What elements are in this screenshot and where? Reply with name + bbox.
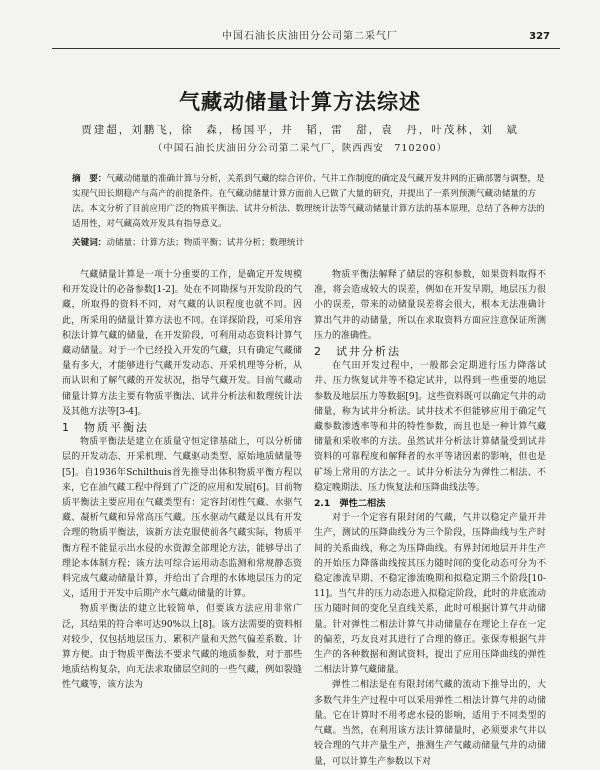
intro-paragraph: 气藏储量计算是一项十分重要的工作，是确定开发规模和开发设计的必备参数[1-2]。处在不同勘探与开发阶段的气藏，所取得的资料不同，对气藏的认识程度也就不同。因此，所采用的储量计算方法也不同。在详探阶段，可采用容积法计算气藏的储量，在开发阶段，可利用动态资料计算气藏动储量。对于一个已经投入开发的气藏，只有确定气藏储量有多大，才能够进行气藏开发动态、开采机理等分析，从而认识和了解气藏的开发状况，指导气藏开发。目前气藏动储量计算方法主要有物质平衡法、试井分析法和数理统计法及其他方法等[3-4]。 [62,270,302,417]
abstract-text: 气藏动储量的准确计算与分析，关系到气藏的综合评价、气井工作制度的确定及气藏开发井网的正确部署与调整，是实现气田长期稳产与高产的前提条件。在气藏动储量计算方面前人已做了大量的研究，并提出了一系列预测气藏动储量的方法。本文分析了目前应用广泛的物质平衡法、试井分析法、数理统计法等气藏动储量计算方法的基本原理，总结了各种方法的适用性，对气藏高效开发具有指导意义。 [72,174,545,229]
author-list: 贾建超，刘鹏飞，徐 森，杨国平，井 韬，雷 甜，袁 丹，叶茂林，刘 斌 [81,124,519,136]
right-column [314,268,546,770]
header-rule [52,48,560,49]
section-2-heading: 2 试井分析法 [314,345,401,359]
section-1-paragraph-1: 物质平衡法是建立在质量守恒定律基础上，可以分析储层的开发动态、开采机理、气藏驱动类型、原始地质储量等[5]。自1936年Schilthuis首先推导出体积物质平衡方程以来，它在油气藏工程中得到了广泛的应用和发展[6]。目前物质平衡法主要应用在气藏类型有：定容封闭性气藏、水驱气藏、凝析气藏和异常高压气藏。压水驱动气藏是以具有开发合理的物质平衡法，该新方法克服使前各气藏实际，物质平衡方程不能显示出水侵的水资源全部理论方法，能够导出了理论本体制方程；该方法可综合运用动态监测和常规静态资料完成气藏动储量计算，并给出了合理的水体地层压力的定义，适用于开发中后期产水气藏动储量的计算。 [62,437,302,600]
section-1-paragraph-2: 物质平衡法的建立比较简单，但要该方法应用非常广泛，其结果的符合率可达90%以上[8]。该方法需要的资料相对较少，仅包括地层压力、累积产量和天然气偏差系数、计算方便。由于物质平衡法不要求气藏的地质参数，对于那些地质结构复杂，向无法求取储层空间的一些气藏，例如裂缝性气藏等，该方法为 [62,604,302,691]
continued-paragraph: 物质平衡法解释了储层的容积参数，如果资料取得不准，将会造成较大的误差，例如在开发早期，地层压力很小的误差，带来的动储量误差将会很大，根本无法准确计算出气井的动储量，所以在求取资料方面应注意保证所测压力的准确性。 [314,270,546,341]
section-1-heading: 1 物质平衡法 [62,421,149,435]
section-2-paragraph-1: 在气田开发过程中，一般都会定期进行压力降落试井、压力恢复试井等不稳定试井，以得到一些重要的地层参数及地层压力等数据[9]。这些资料既可以确定气井的动储量，称为试井分析法。试井技术不但能够应用于确定气藏参数渗透率等和井的特性参数，而且也是一种计算气藏储量和采收率的方法。虽然试井分析法计算储量受到试井资料的可靠程度和解释者的水平等诸因素的影响，但也是矿场上常用的方法之一。试井分析法分为弹性二相法、不稳定晚期法、压力恢复法和压降曲线法等。 [314,361,546,493]
section-2-1-paragraph-1: 对于一个定容有限封闭的气藏，气井以稳定产量开井生产，测试的压降曲线分为三个阶段，压降曲线与生产时间的关系曲线，称之为压降曲线。有界封闭地层开井生产的开始压力降落曲线按其压力随时间的变化动态可分为不稳定渗流早期、不稳定渗流晚期和拟稳定期三个阶段[10-11]。当气井的压力动态进入拟稳定阶段，此时的井底流动压力随时间的变化呈直线关系，此时可根据计算气井动储量。针对弹性二相法计算气井动储量存在理论上存在一定的偏差，巧友良对其进行了合理的修正。张保寿根据气井生产的各种数据和测试资料，提出了应用压降曲线的弹性二相法计算气藏储量。 [314,513,546,676]
abstract-label: 摘 要： [72,174,107,184]
left-column [62,268,302,694]
keywords-text: 动储量；计算方法；物质平衡；试井分析；数理统计 [106,238,305,248]
affiliation: （中国石油长庆油田分公司第二采气厂，陕西西安 710200） [152,143,448,154]
page-number: 327 [529,31,550,42]
keywords [72,236,548,250]
keywords-label: 关键词： [72,238,107,248]
paper-title: 气藏动储量计算方法综述 [179,90,421,114]
section-2-1-paragraph-2: 弹性二相法是在有限封闭气藏的流动下推导出的，大多数气井生产过程中可以采用弹性二相法计算气井的动储量。它在计算时不用考虑水侵的影响，适用于不同类型的气藏。当然，在利用该方法计算储量时，必须要求气井以较合理的气井产量生产，推测生产气藏动储量气井的动储量，可以计算生产参数以下对 [314,680,546,767]
section-2-1-heading: 2.1 弹性二相法 [314,498,386,510]
journal-name: 中国石油长庆油田分公司第二采气厂 [222,31,398,42]
abstract [72,172,548,232]
